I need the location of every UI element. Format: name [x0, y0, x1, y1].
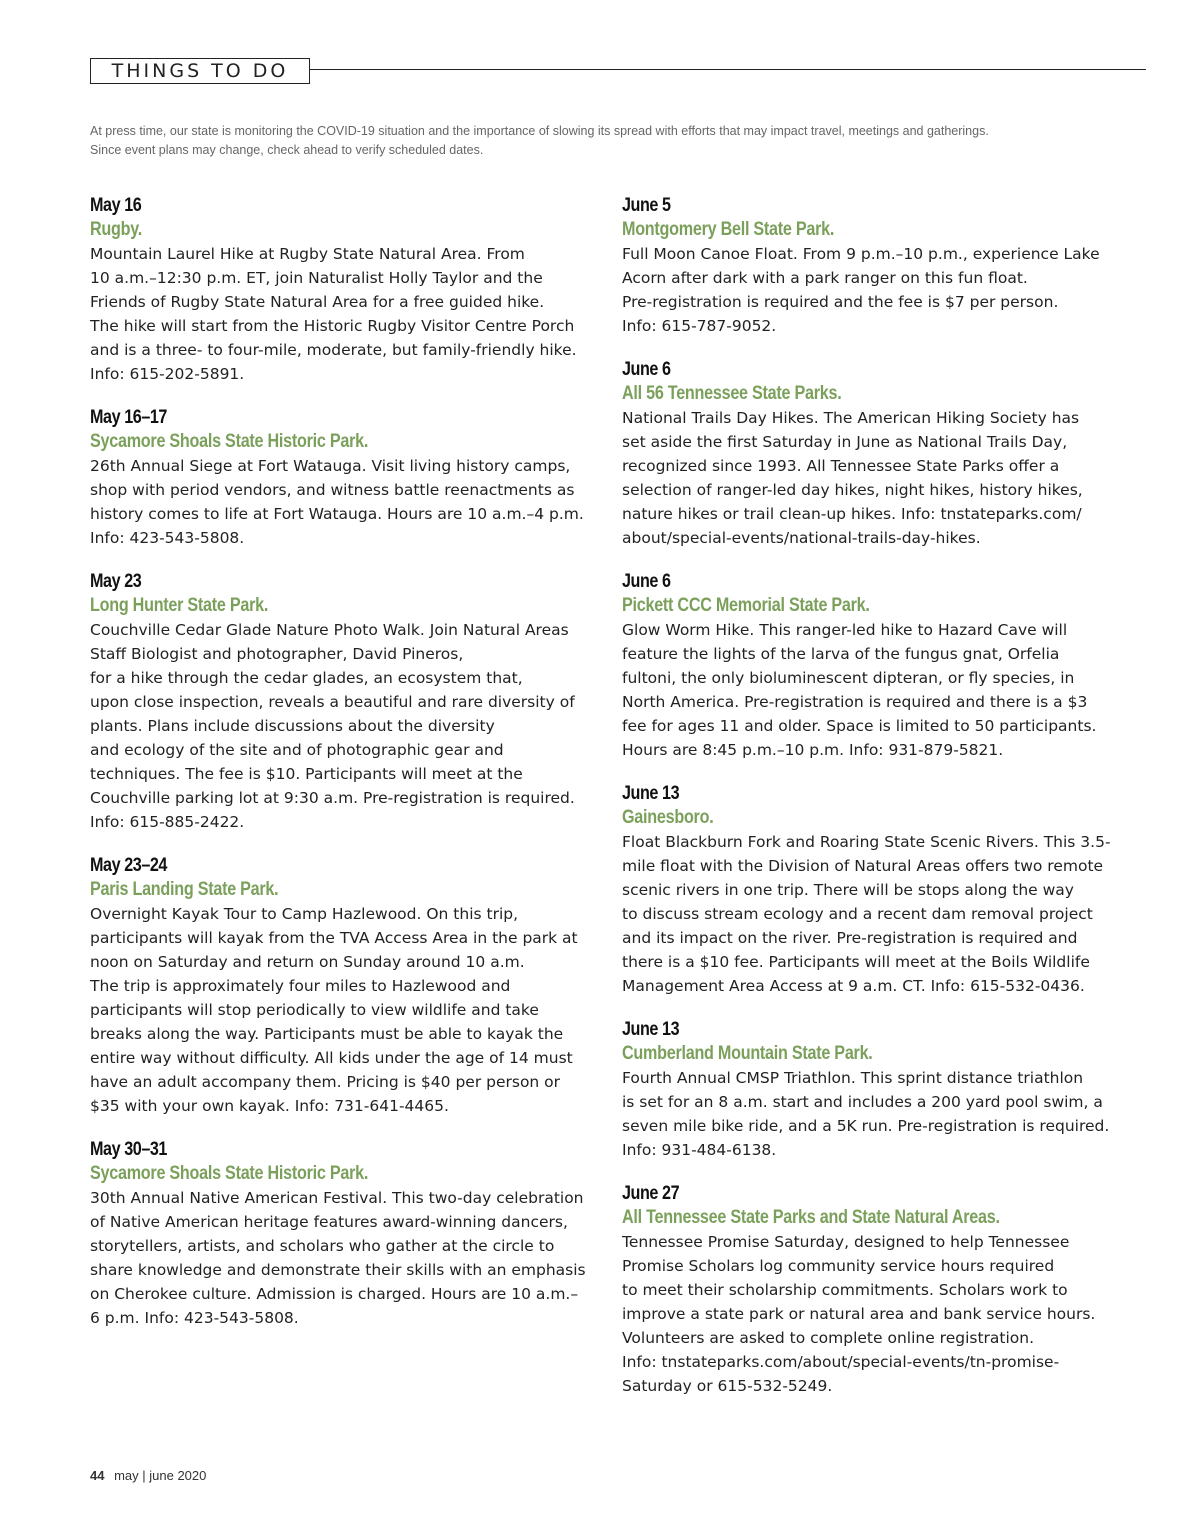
event-date: June 5: [622, 195, 671, 216]
desc-line: Volunteers are asked to complete online registration.: [622, 1329, 1035, 1347]
event-venue: Montgomery Bell State Park.: [622, 219, 835, 240]
event-description: [622, 406, 1137, 550]
desc-line: seven mile bike ride, and a 5K run. Pre-registration is required.: [622, 1117, 1110, 1135]
desc-line: Info: 615-787-9052.: [622, 317, 777, 335]
desc-line: Info: 615-202-5891.: [90, 365, 245, 383]
right-column: [622, 194, 1137, 1418]
desc-line: share knowledge and demonstrate their skills with an emphasis: [90, 1261, 586, 1279]
event-description: [90, 454, 605, 550]
header-rule: [310, 69, 1146, 70]
desc-line: on Cherokee culture. Admission is charged. Hours are 10 a.m.–: [90, 1285, 579, 1303]
desc-line: Staff Biologist and photographer, David Pineros,: [90, 645, 464, 663]
left-column: [90, 194, 605, 1350]
event-entry: [622, 1182, 1137, 1398]
event-venue: Long Hunter State Park.: [90, 595, 269, 616]
desc-line: for a hike through the cedar glades, an ecosystem that,: [90, 669, 523, 687]
desc-line: Management Area Access at 9 a.m. CT. Info: 615-532-0436.: [622, 977, 1085, 995]
desc-line: shop with period vendors, and witness battle reenactments as: [90, 481, 575, 499]
event-date: May 23: [90, 571, 142, 592]
desc-line: fee for ages 11 and older. Space is limited to 50 participants.: [622, 717, 1097, 735]
desc-line: Acorn after dark with a park ranger on this fun float.: [622, 269, 1028, 287]
desc-line: Full Moon Canoe Float. From 9 p.m.–10 p.m., experience Lake: [622, 245, 1100, 263]
desc-line: nature hikes or trail clean-up hikes. Info: tnstateparks.com/: [622, 505, 1082, 523]
event-entry: [90, 1138, 605, 1330]
desc-line: feature the lights of the larva of the fungus gnat, Orfelia: [622, 645, 1060, 663]
event-venue: Rugby.: [90, 219, 143, 240]
desc-line: 10 a.m.–12:30 p.m. ET, join Naturalist Holly Taylor and the: [90, 269, 543, 287]
event-description: [622, 1066, 1137, 1162]
desc-line: and ecology of the site and of photographic gear and: [90, 741, 504, 759]
event-date: May 16–17: [90, 407, 167, 428]
event-description: [622, 830, 1137, 998]
desc-line: Saturday or 615-532-5249.: [622, 1377, 833, 1395]
desc-line: The hike will start from the Historic Rugby Visitor Centre Porch: [90, 317, 575, 335]
desc-line: Pre-registration is required and the fee is $7 per person.: [622, 293, 1059, 311]
desc-line: entire way without difficulty. All kids under the age of 14 must: [90, 1049, 573, 1067]
desc-line: history comes to life at Fort Watauga. Hours are 10 a.m.–4 p.m.: [90, 505, 584, 523]
event-description: [90, 242, 605, 386]
desc-line: set aside the first Saturday in June as National Trails Day,: [622, 433, 1068, 451]
page-footer: [90, 1468, 206, 1483]
issue-label: may | june 2020: [114, 1468, 207, 1483]
desc-line: improve a state park or natural area and bank service hours.: [622, 1305, 1096, 1323]
event-description: [90, 618, 605, 834]
desc-line: Tennessee Promise Saturday, designed to help Tennessee: [622, 1233, 1070, 1251]
desc-line: recognized since 1993. All Tennessee State Parks offer a: [622, 457, 1060, 475]
desc-line: 26th Annual Siege at Fort Watauga. Visit living history camps,: [90, 457, 571, 475]
event-date: June 6: [622, 571, 671, 592]
desc-line: Mountain Laurel Hike at Rugby State Natural Area. From: [90, 245, 525, 263]
event-entry: [90, 406, 605, 550]
desc-line: 6 p.m. Info: 423-543-5808.: [90, 1309, 299, 1327]
desc-line: National Trails Day Hikes. The American Hiking Society has: [622, 409, 1080, 427]
event-description: [90, 1186, 605, 1330]
desc-line: there is a $10 fee. Participants will meet at the Boils Wildlife: [622, 953, 1090, 971]
desc-line: The trip is approximately four miles to Hazlewood and: [90, 977, 511, 995]
desc-line: $35 with your own kayak. Info: 731-641-4465.: [90, 1097, 449, 1115]
desc-line: mile float with the Division of Natural Areas offers two remote: [622, 857, 1104, 875]
desc-line: scenic rivers in one trip. There will be stops along the way: [622, 881, 1074, 899]
desc-line: Couchville parking lot at 9:30 a.m. Pre-registration is required.: [90, 789, 575, 807]
desc-line: plants. Plans include discussions about the diversity: [90, 717, 495, 735]
event-entry: [90, 194, 605, 386]
desc-line: Hours are 8:45 p.m.–10 p.m. Info: 931-879-5821.: [622, 741, 1004, 759]
desc-line: North America. Pre-registration is required and there is a $3: [622, 693, 1088, 711]
event-entry: [622, 358, 1137, 550]
event-description: [622, 1230, 1137, 1398]
section-header: [90, 58, 310, 84]
desc-line: Overnight Kayak Tour to Camp Hazlewood. On this trip,: [90, 905, 519, 923]
page-number: 44: [90, 1468, 105, 1483]
event-venue: All Tennessee State Parks and State Natural Areas.: [622, 1207, 1000, 1228]
event-entry: [622, 194, 1137, 338]
event-entry: [622, 782, 1137, 998]
event-date: May 16: [90, 195, 142, 216]
event-venue: All 56 Tennessee State Parks.: [622, 383, 842, 404]
covid-notice: [90, 122, 1100, 160]
desc-line: to meet their scholarship commitments. Scholars work to: [622, 1281, 1068, 1299]
desc-line: is set for an 8 a.m. start and includes a 200 yard pool swim, a: [622, 1093, 1103, 1111]
desc-line: Glow Worm Hike. This ranger-led hike to Hazard Cave will: [622, 621, 1068, 639]
event-venue: Pickett CCC Memorial State Park.: [622, 595, 870, 616]
desc-line: Promise Scholars log community service hours required: [622, 1257, 1055, 1275]
event-venue: Gainesboro.: [622, 807, 714, 828]
desc-line: breaks along the way. Participants must be able to kayak the: [90, 1025, 564, 1043]
desc-line: to discuss stream ecology and a recent dam removal project: [622, 905, 1093, 923]
desc-line: Info: tnstateparks.com/about/special-events/tn-promise-: [622, 1353, 1060, 1371]
desc-line: techniques. The fee is $10. Participants will meet at the: [90, 765, 523, 783]
event-venue: Paris Landing State Park.: [90, 879, 279, 900]
desc-line: Fourth Annual CMSP Triathlon. This sprint distance triathlon: [622, 1069, 1084, 1087]
desc-line: fultoni, the only bioluminescent dipteran, or fly species, in: [622, 669, 1075, 687]
event-description: [622, 618, 1137, 762]
desc-line: selection of ranger-led day hikes, night hikes, history hikes,: [622, 481, 1083, 499]
desc-line: 30th Annual Native American Festival. This two-day celebration: [90, 1189, 584, 1207]
desc-line: noon on Saturday and return on Sunday around 10 a.m.: [90, 953, 525, 971]
event-venue: Sycamore Shoals State Historic Park.: [90, 431, 369, 452]
desc-line: Info: 423-543-5808.: [90, 529, 245, 547]
desc-line: have an adult accompany them. Pricing is $40 per person or: [90, 1073, 561, 1091]
desc-line: and its impact on the river. Pre-registration is required and: [622, 929, 1078, 947]
event-description: [90, 902, 605, 1118]
desc-line: participants will kayak from the TVA Access Area in the park at: [90, 929, 578, 947]
desc-line: Info: 615-885-2422.: [90, 813, 245, 831]
desc-line: storytellers, artists, and scholars who gather at the circle to: [90, 1237, 555, 1255]
event-date: May 23–24: [90, 855, 167, 876]
section-title: THINGS TO DO: [111, 60, 289, 82]
desc-line: of Native American heritage features award-winning dancers,: [90, 1213, 568, 1231]
event-description: [622, 242, 1137, 338]
desc-line: Friends of Rugby State Natural Area for a free guided hike.: [90, 293, 545, 311]
notice-line: Since event plans may change, check ahead to verify scheduled dates.: [90, 143, 484, 157]
event-date: June 6: [622, 359, 671, 380]
event-date: June 13: [622, 783, 680, 804]
event-venue: Cumberland Mountain State Park.: [622, 1043, 873, 1064]
event-date: June 27: [622, 1183, 680, 1204]
desc-line: Info: 931-484-6138.: [622, 1141, 777, 1159]
event-date: May 30–31: [90, 1139, 167, 1160]
desc-line: and is a three- to four-mile, moderate, but family-friendly hike.: [90, 341, 577, 359]
event-entry: [622, 1018, 1137, 1162]
event-entry: [90, 570, 605, 834]
desc-line: upon close inspection, reveals a beautiful and rare diversity of: [90, 693, 575, 711]
desc-line: about/special-events/national-trails-day-hikes.: [622, 529, 981, 547]
event-venue: Sycamore Shoals State Historic Park.: [90, 1163, 369, 1184]
desc-line: Couchville Cedar Glade Nature Photo Walk. Join Natural Areas: [90, 621, 569, 639]
desc-line: participants will stop periodically to view wildlife and take: [90, 1001, 539, 1019]
desc-line: Float Blackburn Fork and Roaring State Scenic Rivers. This 3.5-: [622, 833, 1111, 851]
event-entry: [90, 854, 605, 1118]
event-entry: [622, 570, 1137, 762]
event-date: June 13: [622, 1019, 680, 1040]
notice-line: At press time, our state is monitoring the COVID-19 situation and the importance of slowing its spread with efforts that may impact travel, meetings and gatherings.: [90, 124, 989, 138]
